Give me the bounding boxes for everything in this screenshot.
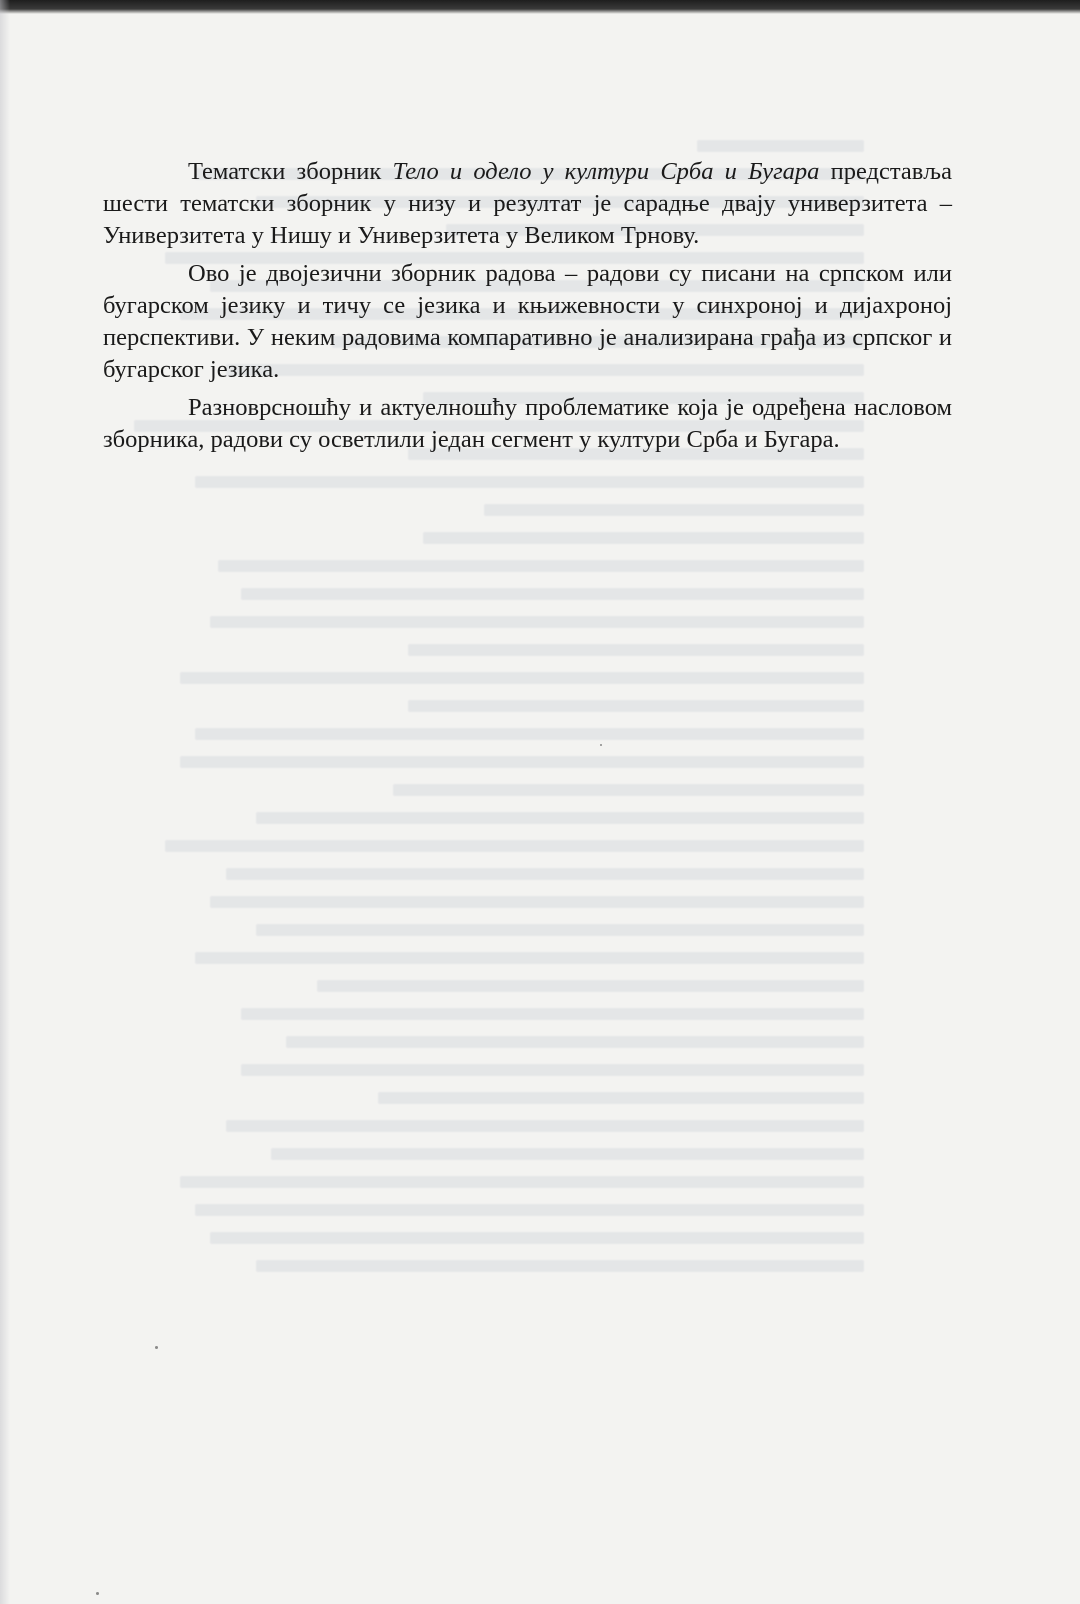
paragraph-intro	[103, 156, 952, 252]
paragraph-intro-rest: представља шести тематски зборник у низу и резултат је сарадње двају универзитета – Универзитета у Нишу и Универзитета у Великом Трнову.	[103, 158, 952, 249]
scan-left-edge	[0, 0, 10, 1604]
body-text	[103, 156, 952, 462]
scan-speck	[96, 1592, 99, 1595]
paragraph-conclusion: Разноврсношћу и актуелношћу проблематике која је одређена насловом зборника, радови су осветлили један сегмент у култури Срба и Бугара.	[103, 394, 952, 453]
paragraph-languages: Ово је двојезични зборник радова – радови су писани на српском или бугарском језику и тичу се језика и књижевности у синхроној и дијахроној перспективи. У неким радовима компаративно је анализирана грађа из српског и бугарског језика.	[103, 260, 952, 383]
scan-speck	[600, 744, 602, 746]
scan-speck	[155, 1346, 158, 1349]
collection-title: Тело и одело у култури Срба и Бугара	[392, 158, 820, 185]
paragraph-intro-lead: Тематски зборник	[188, 158, 393, 185]
scan-top-shadow	[0, 0, 1080, 14]
